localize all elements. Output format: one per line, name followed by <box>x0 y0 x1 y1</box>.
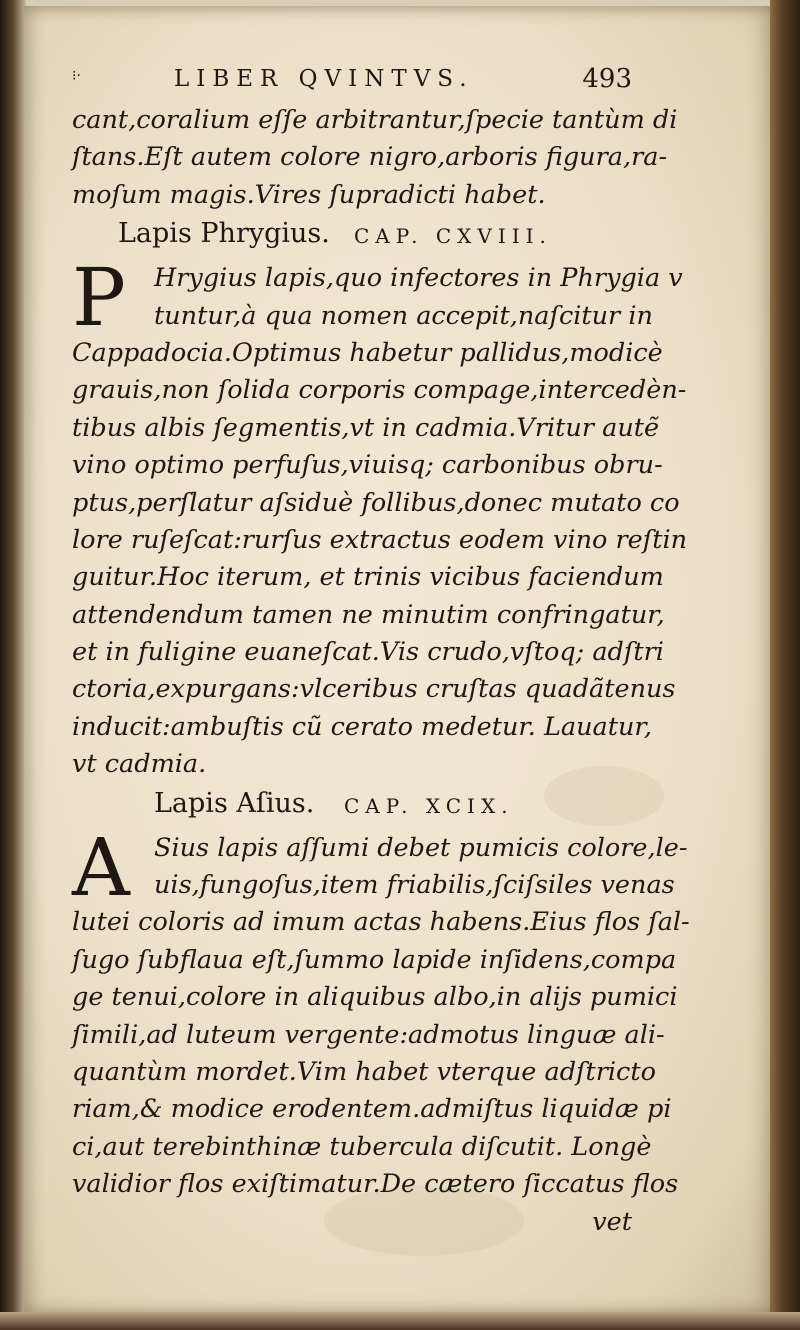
chapter-heading <box>72 784 632 830</box>
chapter-title: Lapis Aſius. <box>154 787 315 819</box>
text-line: riam,& modice erodentem.admiſtus liquidæ pi <box>72 1094 672 1125</box>
text-line: Hrygius lapis,quo infectores in Phrygia v <box>154 263 683 294</box>
chapter-body <box>72 820 690 1204</box>
chapter-heading <box>72 214 632 260</box>
chapter-number: CAP. CXVIII. <box>354 224 552 249</box>
text-line: vino optimo perfuſus,viuisq; carbonibus obru- <box>72 450 663 481</box>
text-line: uis,fungoſus,item friabilis,ſciſsiles venas <box>154 870 675 901</box>
text-line: lutei coloris ad imum actas habens.Eius flos ſal- <box>72 907 690 938</box>
text-line: guitur.Hoc iterum, et trinis vicibus faciendum <box>72 562 664 593</box>
text-line: vt cadmia. <box>72 749 207 780</box>
chapter-number: CAP. XCIX. <box>344 793 514 818</box>
text-line: ſtans.Eſt autem colore nigro,arboris figura,ra- <box>72 142 668 173</box>
text-line: ge tenui,colore in aliquibus albo,in alijs pumici <box>72 982 678 1013</box>
page-edge-bottom <box>0 1312 800 1330</box>
text-line: attendendum tamen ne minutim confringatur, <box>72 599 665 630</box>
page-edge <box>770 0 800 1330</box>
running-header <box>72 58 632 102</box>
chapter-body <box>72 251 688 783</box>
header-mark: ⁝· <box>72 68 81 84</box>
page-text <box>72 58 690 1241</box>
text-line: ſugo ſubflaua eſt,ſummo lapide inſidens,compa <box>72 944 677 975</box>
text-line: moſum magis.Vires ſupradicti habet. <box>72 179 546 210</box>
catchword: vet <box>592 1206 632 1237</box>
text-line: Cappadocia.Optimus habetur pallidus,modicè <box>72 337 663 368</box>
intro-paragraph <box>72 102 678 214</box>
text-line: validior flos exiſtimatur.De cætero ſiccatus flos <box>72 1169 679 1200</box>
text-line: grauis,non ſolida corporis compage,intercedèn- <box>72 375 687 406</box>
text-line: lore ruſeſcat:rurſus extractus eodem vino reſtin <box>72 524 688 555</box>
text-line: ſimili,ad luteum vergente:admotus linguæ ali- <box>72 1019 665 1050</box>
text-line: ctoria,expurgans:vlceribus cruſtas quadãtenus <box>72 674 676 705</box>
running-title: LIBER QVINTVS. <box>174 66 474 92</box>
page-number: 493 <box>582 64 632 94</box>
binding-shadow <box>0 0 26 1330</box>
text-line: tibus albis ſegmentis,vt in cadmia.Vritur autẽ <box>72 412 660 443</box>
text-line: inducit:ambuſtis cũ cerato medetur. Lauatur, <box>72 711 652 742</box>
text-line: ci,aut terebinthinæ tubercula diſcutit. Longè <box>72 1131 652 1162</box>
chapter-title: Lapis Phrygius. <box>118 218 330 250</box>
drop-capital: A <box>72 820 130 914</box>
drop-capital: P <box>72 251 126 345</box>
text-line: cant,coralium eſſe arbitrantur,ſpecie tantùm di <box>72 105 678 135</box>
text-line: Sius lapis aſſumi debet pumicis colore,le- <box>154 832 688 863</box>
text-line: ptus,perſlatur aſsiduè follibus,donec mutato co <box>72 487 680 518</box>
text-line: et in fuligine euaneſcat.Vis crudo,vſtoq; adſtri <box>72 637 664 668</box>
text-line: quantùm mordet.Vim habet vterque adſtricto <box>72 1056 656 1087</box>
text-line: tuntur,à qua nomen accepit,naſcitur in <box>154 300 653 331</box>
